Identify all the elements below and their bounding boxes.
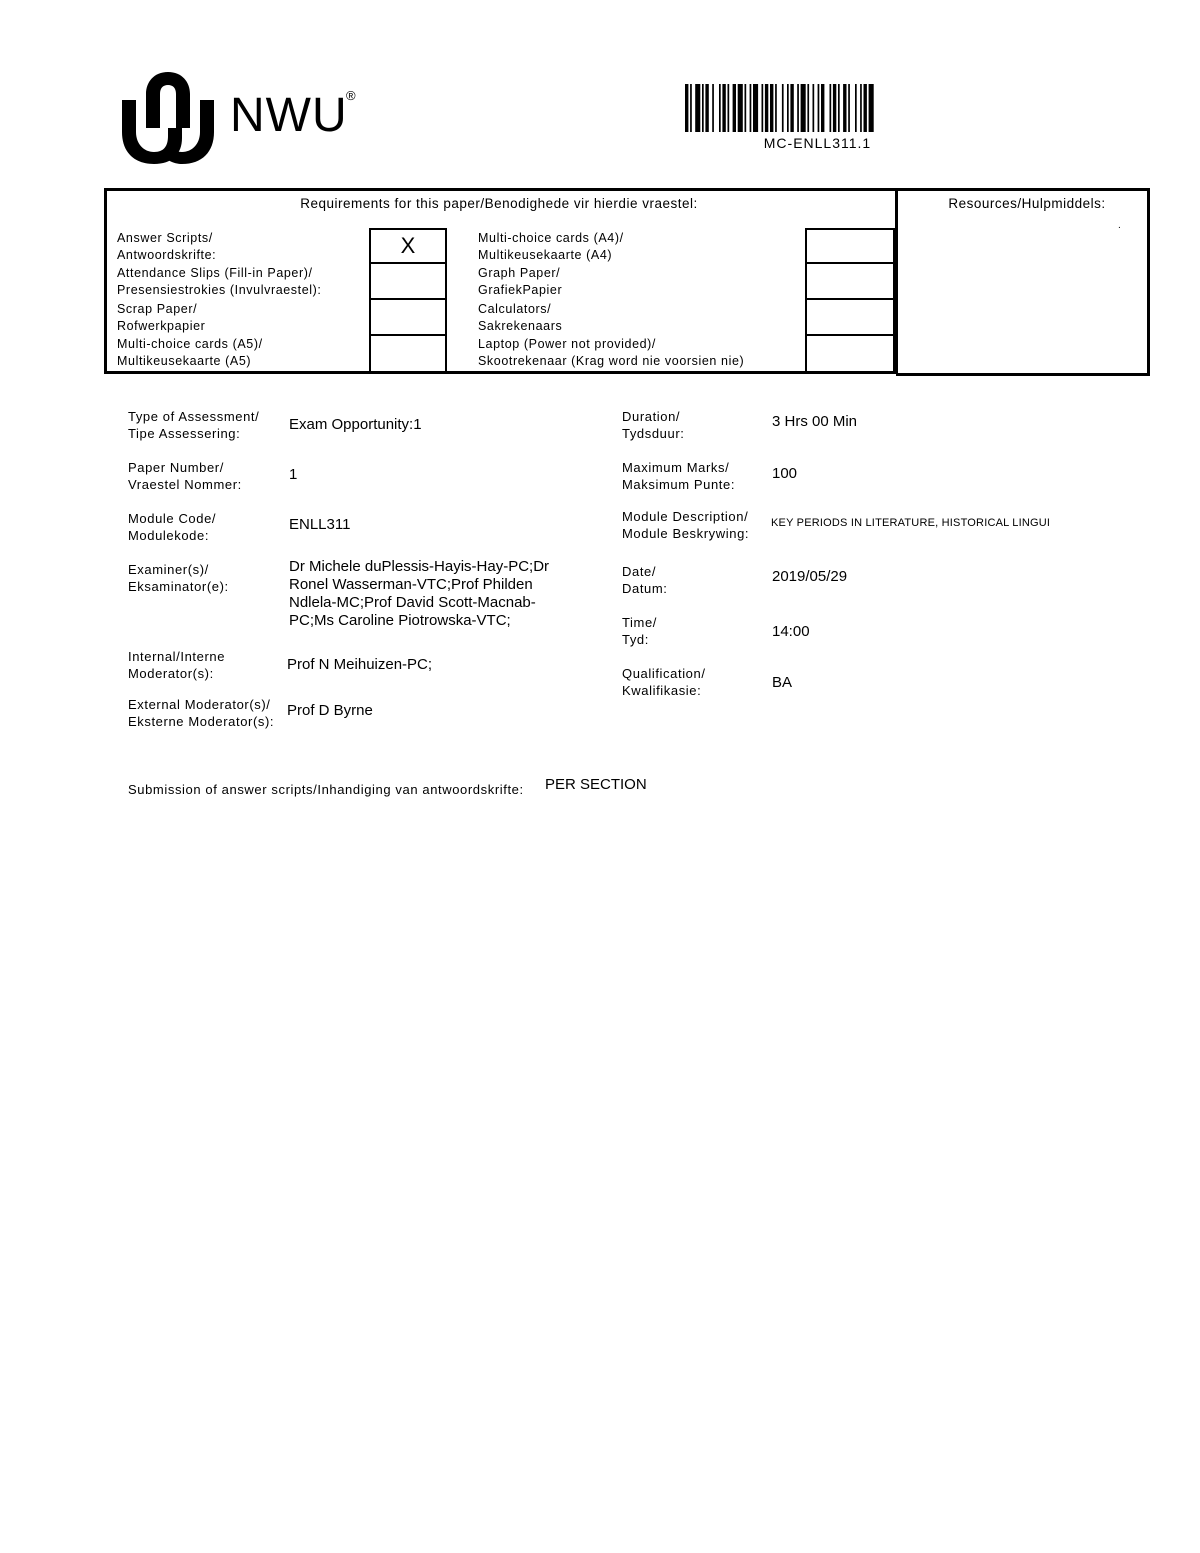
- label-date: Date/ Datum:: [622, 564, 668, 596]
- value-duration: 3 Hrs 00 Min: [772, 413, 858, 430]
- value-maximum-marks: 100: [772, 465, 798, 482]
- req-item-mc-cards-a5: Multi-choice cards (A5)/ Multikeusekaarte (A5): [117, 337, 263, 368]
- req-item-attendance-slips: Attendance Slips (Fill-in Paper)/ Presensiestrokies (Invulvraestel):: [117, 266, 322, 297]
- label-submission: Submission of answer scripts/Inhandiging van antwoordskrifte:: [128, 782, 524, 797]
- req-item-calculators: Calculators/ Sakrekenaars: [478, 302, 563, 333]
- label-module-code: Module Code/ Modulekode:: [128, 511, 217, 543]
- label-examiners: Examiner(s)/ Eksaminator(e):: [128, 562, 229, 594]
- value-qualification: BA: [772, 674, 793, 691]
- value-module-code: ENLL311: [289, 516, 351, 533]
- value-submission: PER SECTION: [545, 776, 647, 793]
- value-module-description: KEY PERIODS IN LITERATURE, HISTORICAL LINGUI: [771, 517, 1051, 529]
- label-time: Time/ Tyd:: [622, 615, 658, 647]
- value-paper-number: 1: [289, 466, 298, 483]
- label-module-description: Module Description/ Module Beskrywing:: [622, 509, 750, 541]
- checkbox-mc-cards-a5: [369, 336, 447, 374]
- registered-mark: ®: [346, 88, 356, 103]
- checkbox-answer-scripts: X: [369, 228, 447, 264]
- resources-value: .: [1118, 220, 1121, 231]
- label-assessment-type: Type of Assessment/ Tipe Assessering:: [128, 409, 260, 441]
- resources-title: Resources/Hulpmiddels:: [948, 196, 1106, 211]
- label-paper-number: Paper Number/ Vraestel Nommer:: [128, 460, 242, 492]
- barcode-icon: [685, 84, 950, 132]
- checkbox-graph-paper: [805, 264, 895, 300]
- label-qualification: Qualification/ Kwalifikasie:: [622, 666, 706, 698]
- req-item-answer-scripts: Answer Scripts/ Antwoordskrifte:: [117, 231, 217, 262]
- requirements-title: Requirements for this paper/Benodighede vir hierdie vraestel:: [300, 196, 698, 211]
- label-duration: Duration/ Tydsduur:: [622, 409, 685, 441]
- checkbox-attendance-slips: [369, 264, 447, 300]
- nwu-logo-icon: [120, 70, 216, 166]
- value-internal-moderators: Prof N Meihuizen-PC;: [287, 656, 433, 673]
- value-time: 14:00: [772, 623, 810, 640]
- label-internal-moderators: Internal/Interne Moderator(s):: [128, 649, 226, 681]
- label-external-moderators: External Moderator(s)/ Eksterne Moderator(s):: [128, 697, 275, 729]
- label-maximum-marks: Maximum Marks/ Maksimum Punte:: [622, 460, 736, 492]
- barcode-label: MC-ENLL311.1: [763, 135, 872, 151]
- value-examiners: Dr Michele duPlessis-Hayis-Hay-PC;Dr Ronel Wasserman-VTC;Prof Philden Ndlela-MC;Prof David Scott-Macnab-PC;Ms Caroline Piotrowska-VTC;: [289, 558, 550, 629]
- value-external-moderators: Prof D Byrne: [287, 702, 373, 719]
- checkbox-laptop: [805, 336, 895, 374]
- checkbox-mc-cards-a4: [805, 228, 895, 264]
- value-assessment-type: Exam Opportunity:1: [289, 416, 422, 433]
- req-item-scrap-paper: Scrap Paper/ Rofwerkpapier: [117, 302, 206, 333]
- value-date: 2019/05/29: [772, 568, 848, 585]
- checkbox-scrap-paper: [369, 300, 447, 336]
- checkbox-calculators: [805, 300, 895, 336]
- req-item-laptop: Laptop (Power not provided)/ Skootrekenaar (Krag word nie voorsien nie): [478, 337, 745, 368]
- req-item-mc-cards-a4: Multi-choice cards (A4)/ Multikeusekaarte (A4): [478, 231, 624, 262]
- req-item-graph-paper: Graph Paper/ GrafiekPapier: [478, 266, 563, 297]
- logo-wordmark: NWU: [230, 89, 348, 142]
- resources-box: [896, 188, 1150, 376]
